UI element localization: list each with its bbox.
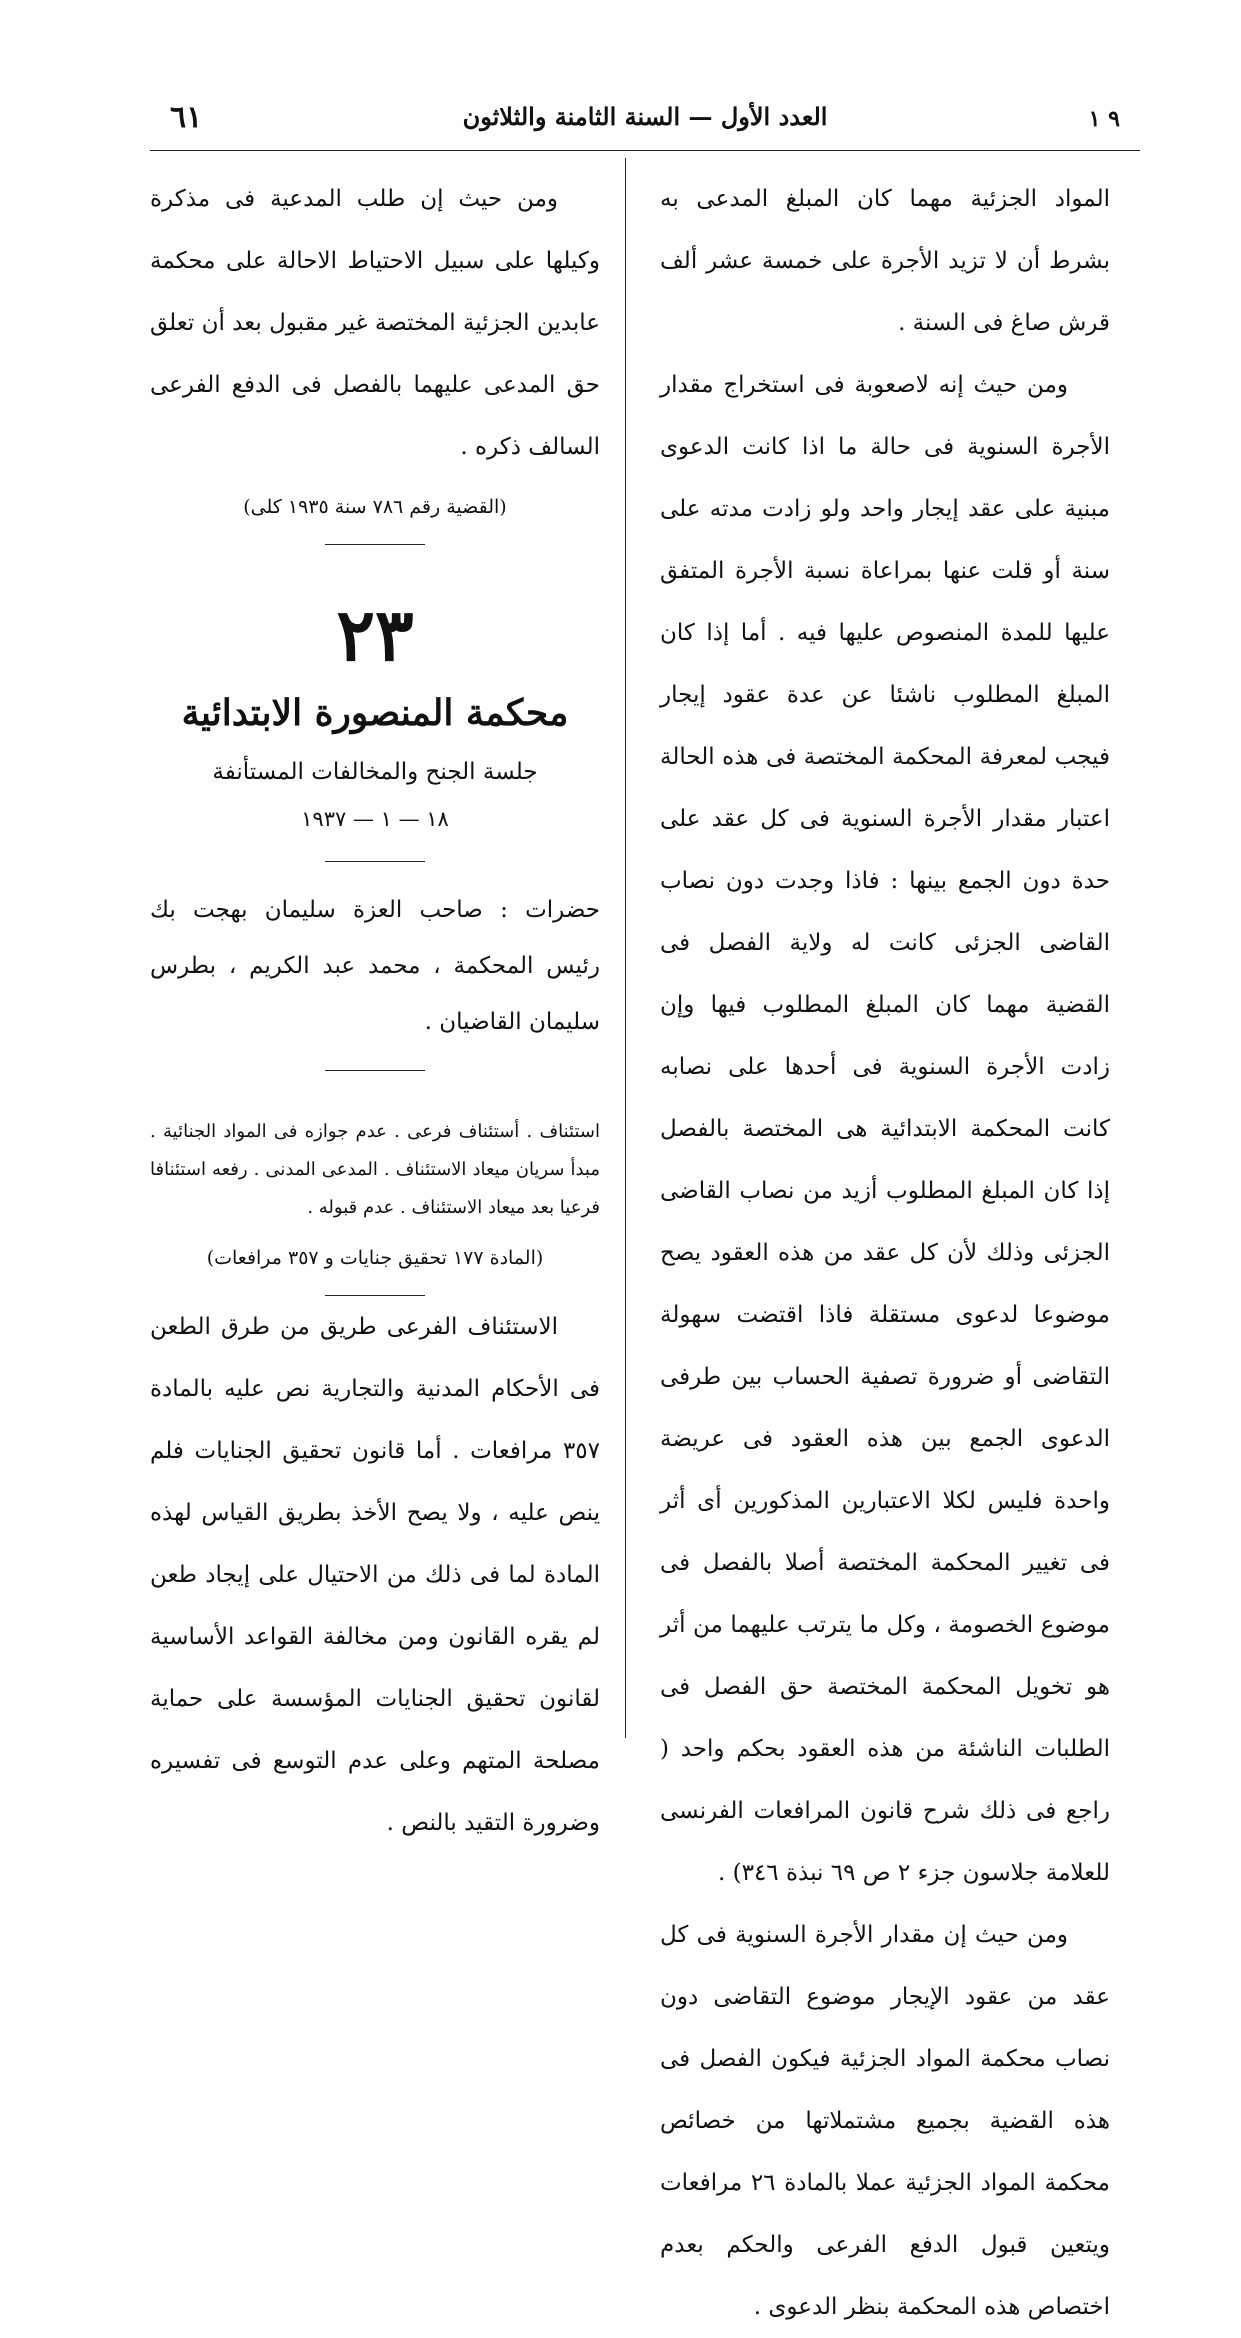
paragraph: المواد الجزئية مهما كان المبلغ المدعى به بشرط أن لا تزيد الأجرة على خمسة عشر ألف قرش صاغ فى السنة . (660, 186, 1110, 336)
left-column (150, 168, 600, 1854)
journal-issue-title: العدد الأول — السنة الثامنة والثلاثون (462, 102, 828, 131)
court-name: محكمة المنصورة الابتدائية (181, 692, 569, 734)
case-citation: (القضية رقم ٧٨٦ سنة ١٩٣٥ كلى) (243, 496, 507, 518)
paragraph: ومن حيث إن طلب المدعية فى مذكرة وكيلها على سبيل الاحتياط الاحالة على محكمة عابدين الجزئية المختصة غير مقبول بعد أن تعلق حق المدعى عليهما بالفصل فى الدفع الفرعى السالف ذكره . (150, 186, 600, 460)
legal-principle: الاستئناف الفرعى طريق من طرق الطعن فى الأحكام المدنية والتجارية نص عليه بالمادة ٣٥٧ مرافعات . أما قانون تحقيق الجنايات فلم ينص عليه ، ولا يصح الأخذ بطريق القياس لهذه المادة لما فى ذلك من الاحتيال على إيجاد طعن لم يقره القانون ومن مخالفة القواعد الأساسية لقانون تحقيق الجنايات المؤسسة على حماية مصلحة المتهم وعلى عدم التوسع فى تفسيره وضرورة التقيد بالنص . (150, 1314, 600, 1836)
case-summary: استئناف . أستئناف فرعى . عدم جوازه فى المواد الجنائية . مبدأ سريان ميعاد الاستئناف . المدعى المدنى . رفعه استئنافا فرعيا بعد ميعاد الاستئناف . عدم قبوله . (150, 1121, 600, 1218)
page-number: ٦١ (170, 100, 203, 135)
column-divider (625, 158, 626, 1738)
header-divider (150, 150, 1140, 151)
session-name: جلسة الجنح والمخالفات المستأنفة (212, 759, 538, 785)
judges-list: حضرات : صاحب العزة سليمان بهجت بك رئيس المحكمة ، محمد عبد الكريم ، بطرس سليمان القاضيان . (150, 897, 600, 1035)
section-divider (325, 861, 425, 862)
paragraph: ومن حيث إنه لاصعوبة فى استخراج مقدار الأجرة السنوية فى حالة ما اذا كانت الدعوى مبنية على عقد إيجار واحد ولو زادت مدته على سنة أو قلت عنها بمراعاة نسبة الأجرة المتفق عليها للمدة المنصوص عليها فيه . أما إذا كان المبلغ المطلوب ناشئا عن عدة عقود إيجار فيجب لمعرفة المحكمة المختصة فى هذه الحالة اعتبار مقدار الأجرة السنوية فى كل عقد على حدة دون الجمع بينها : فاذا وجدت دون نصاب القاضى الجزئى كانت له ولاية الفصل فى القضية مهما كان المبلغ المطلوب فيها وإن زادت الأجرة السنوية فى أحدها على نصابه كانت المحكمة الابتدائية هى المختصة بالفصل إذا كان المبلغ المطلوب أزيد من نصاب القاضى الجزئى وذلك لأن كل عقد من هذه العقود يصح موضوعا لدعوى مستقلة فاذا اقتضت سهولة التقاضى أو ضرورة تصفية الحساب بين طرفى الدعوى الجمع بين هذه العقود فى عريضة واحدة فليس لكلا الاعتبارين المذكورين أى أثر فى تغيير المحكمة المختصة أصلا بالفصل فى موضوع الخصومة ، وكل ما يترتب عليهما من أثر هو تخويل المحكمة المختصة حق الفصل فى الطلبات الناشئة من هذه العقود بحكم واحد ( راجع فى ذلك شرح قانون المرافعات الفرنسى للعلامة جلاسون جزء ٢ ص ٦٩ نبذة ٣٤٦) . (660, 372, 1110, 1886)
signature-mark: ٩ ١ (1088, 106, 1120, 132)
right-column (660, 168, 1110, 2338)
session-date: ١٨ — ١ — ١٩٣٧ (301, 807, 449, 831)
paragraph: ومن حيث إن مقدار الأجرة السنوية فى كل عقد من عقود الإيجار موضوع التقاضى دون نصاب محكمة المواد الجزئية فيكون الفصل فى هذه القضية بجميع مشتملاتها من خصائص محكمة المواد الجزئية عملا بالمادة ٢٦ مرافعات ويتعين قبول الدفع الفرعى والحكم بعدم اختصاص هذه المحكمة بنظر الدعوى . (660, 1922, 1110, 2320)
article-reference: (المادة ١٧٧ تحقيق جنايات و ٣٥٧ مرافعات) (206, 1247, 544, 1269)
page-header (150, 100, 1140, 148)
section-divider (325, 1070, 425, 1071)
case-number: ٢٣ (336, 592, 414, 677)
section-divider (325, 544, 425, 545)
